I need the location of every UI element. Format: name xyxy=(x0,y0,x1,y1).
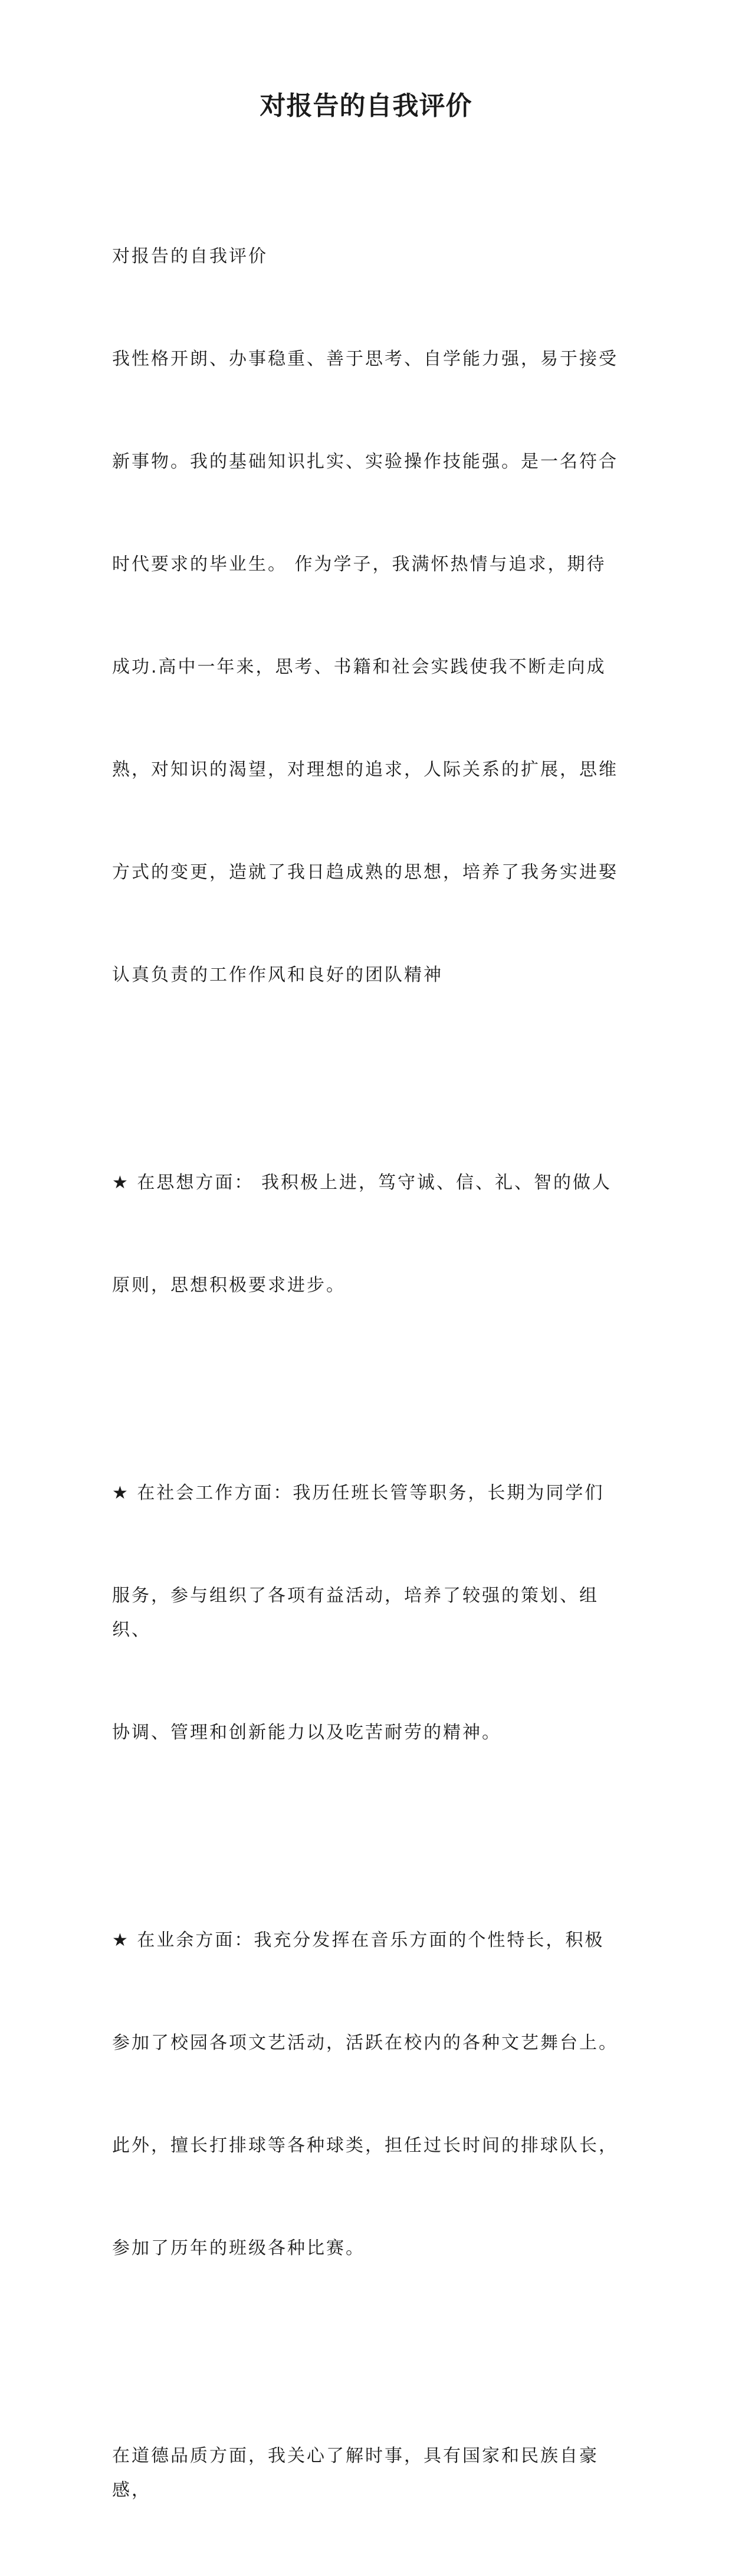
paragraph-gap xyxy=(112,1818,624,1855)
text-line: 成功.高中一年来，思考、书籍和社会实践使我不断走向成 xyxy=(112,657,606,677)
text-line: 参加了历年的班级各种比赛。 xyxy=(112,2238,365,2259)
text-line: 在道德品质方面，我关心了解时事，具有国家和民族自豪感， xyxy=(112,2446,599,2500)
text-line: 方式的变更，造就了我日趋成熟的思想，培养了我务实进娶 xyxy=(112,862,618,883)
paragraph-leisure xyxy=(112,1855,624,2334)
text-line: 此外，擅长打排球等各种球类，担任过长时间的排球队长， xyxy=(112,2135,618,2156)
text-line: ★ 在业余方面：我充分发挥在音乐方面的个性特长，积极 xyxy=(112,1930,605,1951)
text-line: 服务，参与组织了各项有益活动，培养了较强的策划、组织、 xyxy=(112,1585,599,1640)
document-body xyxy=(112,171,624,2576)
paragraph-thought xyxy=(112,1097,624,1371)
text-line: ★ 在社会工作方面：我历任班长管等职务，长期为同学们 xyxy=(112,1483,605,1503)
text-line: 认真负责的工作作风和良好的团队精神 xyxy=(112,965,443,985)
paragraph-intro xyxy=(112,171,624,1061)
text-line: 原则，思想积极要求进步。 xyxy=(112,1275,346,1296)
paragraph-gap xyxy=(112,1061,624,1097)
paragraph-gap xyxy=(112,2334,624,2371)
text-line: 熟，对知识的渴望，对理想的追求，人际关系的扩展，思维 xyxy=(112,759,618,780)
paragraph-morality xyxy=(112,2371,624,2576)
text-line: 参加了校园各项文艺活动，活跃在校内的各种文艺舞台上。 xyxy=(112,2033,618,2053)
document-title: 对报告的自我评价 xyxy=(260,91,472,121)
text-line: 时代要求的毕业生。 作为学子，我满怀热情与追求，期待 xyxy=(112,554,606,575)
text-line: 对报告的自我评价 xyxy=(112,246,268,267)
paragraph-gap xyxy=(112,1371,624,1408)
text-line: 新事物。我的基础知识扎实、实验操作技能强。是一名符合 xyxy=(112,451,618,472)
paragraph-social-work xyxy=(112,1408,624,1818)
text-line: 我性格开朗、办事稳重、善于思考、自学能力强，易于接受 xyxy=(112,349,618,369)
text-line: ★ 在思想方面： 我积极上进，笃守诚、信、礼、智的做人 xyxy=(112,1172,612,1193)
text-line: 协调、管理和创新能力以及吃苦耐劳的精神。 xyxy=(112,1722,501,1743)
